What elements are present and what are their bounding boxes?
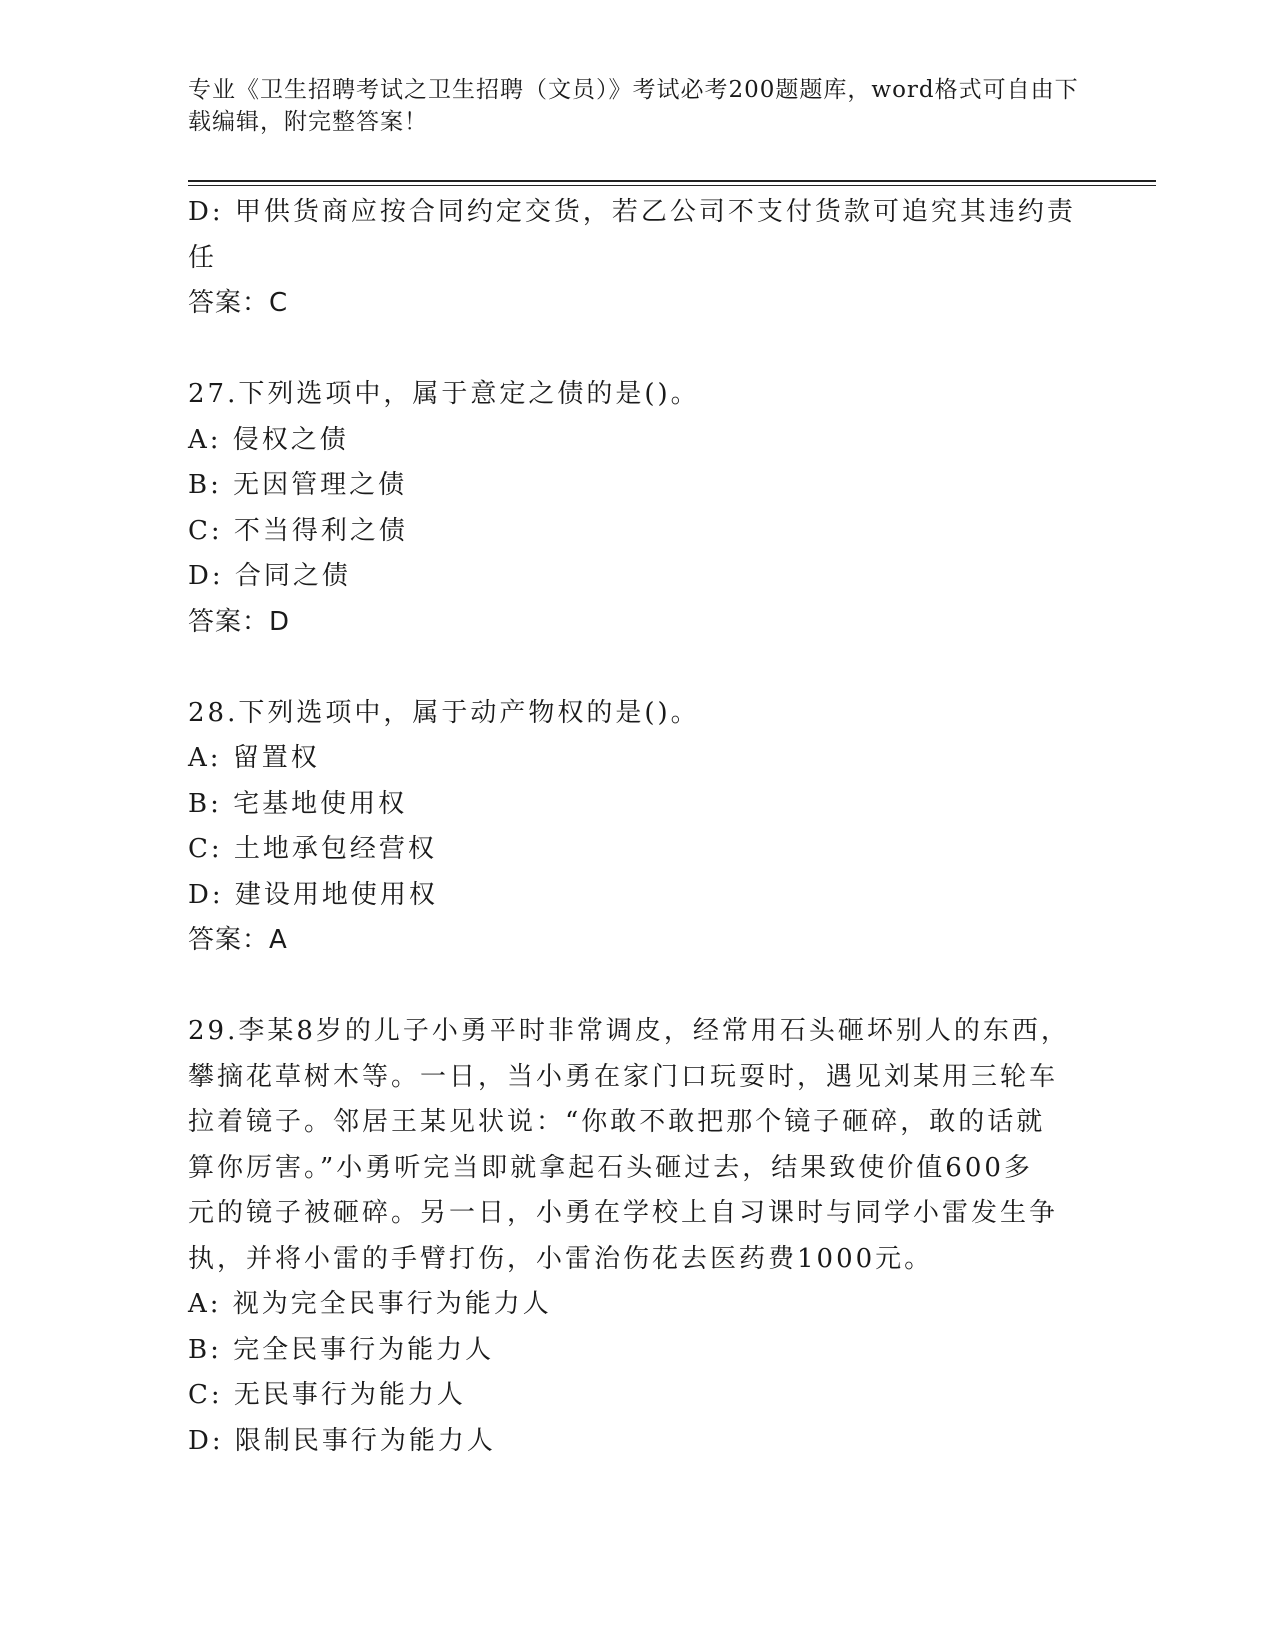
question-stem-line: 执，并将小雷的手臂打伤，小雷治伤花去医药费1000元。 [188, 1243, 934, 1274]
option-a: A: 留置权 [188, 743, 320, 773]
spacer [188, 645, 1068, 691]
option-d-line1: D: 甲供货商应按合同约定交货，若乙公司不支付货款可追究其违约责 [188, 197, 1076, 227]
question-stem-line: 攀摘花草树木等。一日，当小勇在家门口玩耍时，遇见刘某用三轮车 [188, 1061, 1059, 1092]
header-divider-thick [188, 180, 1156, 182]
option-c: C: 土地承包经营权 [188, 834, 437, 864]
question-stem-28: 28.下列选项中，属于动产物权的是()。 [188, 697, 700, 728]
option-c: C: 不当得利之债 [188, 515, 408, 546]
spacer [188, 964, 1068, 1010]
answer-text: 答案：C [188, 288, 289, 318]
option-a: A: 侵权之债 [188, 424, 349, 455]
header-divider-thin [188, 185, 1156, 186]
answer-text: 答案：A [188, 925, 288, 955]
answer-text: 答案：D [188, 606, 291, 637]
option-d-line2: 任 [188, 242, 218, 273]
option-b: B: 完全民事行为能力人 [188, 1334, 495, 1365]
option-b: B: 无因管理之债 [188, 470, 408, 500]
question-stem-29 [188, 1009, 1068, 1282]
document-header [188, 74, 1088, 138]
question-stem-line: 拉着镜子。邻居王某见状说：“你敢不敢把那个镜子砸碎，敢的话就 [188, 1107, 1046, 1137]
option-d: D: 限制民事行为能力人 [188, 1425, 496, 1456]
question-stem-line: 元的镜子被砸碎。另一日，小勇在学校上自习课时与同学小雷发生争 [188, 1198, 1059, 1228]
option-d: D: 合同之债 [188, 561, 351, 591]
option-b: B: 宅基地使用权 [188, 788, 408, 819]
question-stem-line: 算你厉害。”小勇听完当即就拿起石头砸过去，结果致使价值600多 [188, 1152, 1033, 1183]
header-text: 专业《卫生招聘考试之卫生招聘（文员）》考试必考200题题库，word格式可自由下载编辑，附完整答案！ [188, 77, 1079, 135]
option-a: A: 视为完全民事行为能力人 [188, 1289, 552, 1319]
option-d: D: 建设用地使用权 [188, 879, 438, 910]
question-stem-line: 29.李某8岁的儿子小勇平时非常调皮，经常用石头砸坏别人的东西， [188, 1016, 1070, 1046]
option-c: C: 无民事行为能力人 [188, 1380, 466, 1410]
question-content [188, 190, 1076, 1464]
question-stem-27: 27.下列选项中，属于意定之债的是()。 [188, 379, 700, 409]
spacer [188, 327, 1068, 373]
